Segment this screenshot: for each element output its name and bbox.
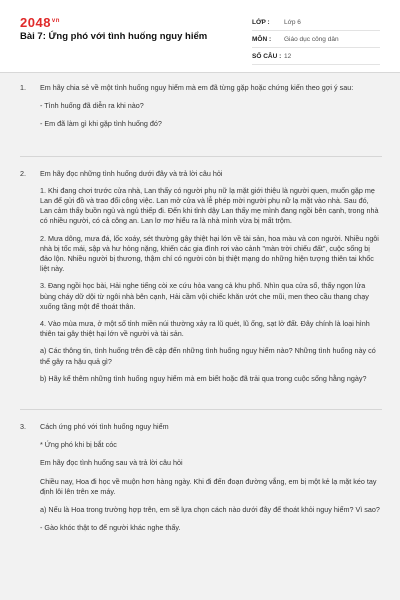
logo-suffix: vn [51, 17, 60, 24]
divider [20, 156, 382, 157]
meta-value: Giáo dục công dân [284, 35, 339, 43]
question-number: 3. [20, 422, 26, 432]
question-prompt: - Tình huống đã diễn ra khi nào? [40, 101, 144, 111]
site-logo[interactable] [20, 15, 60, 30]
page-title: Bài 7: Ứng phó với tình huống nguy hiểm [20, 31, 208, 42]
question-1 [20, 83, 382, 138]
worksheet-header [0, 0, 400, 73]
divider [20, 409, 382, 410]
meta-value: Lớp 6 [284, 18, 301, 26]
meta-label: SỐ CÂU : [252, 52, 282, 60]
sub-question: b) Hãy kể thêm những tình huống nguy hiểm mà em biết hoặc đã trải qua trong cuộc sống hằng ngày? [40, 373, 367, 383]
meta-value: 12 [284, 52, 292, 60]
scenario-paragraph: 1. Khi đang chơi trước cửa nhà, Lan thấy có người phụ nữ lạ mặt giới thiệu là người quen, muốn gặp mẹ Lan để gửi đồ và trao đổi công việc. Lan mở cửa và lễ phép mời người phụ nữ lạ mặt vào nhà. Sau đó, Lan cảm thấy buồn ngủ và ngủ thiếp đi. Đến khi tỉnh dậy Lan thấy mẹ mình đang ngồi bên cạnh, trong nhà có nhiều người, có cả công an. Lan lơ mơ hiểu ra là nhà mình vừa bị mất trộm. [40, 185, 379, 226]
instruction-text: Em hãy đọc tình huống sau và trả lời câu hỏi [40, 458, 183, 468]
question-body [40, 83, 382, 138]
meta-label: MÔN : [252, 35, 272, 43]
question-text: Em hãy chia sẻ về một tình huống nguy hiểm mà em đã từng gặp hoặc chứng kiến theo gợi ý sau: [40, 83, 354, 92]
scenario-paragraph: 4. Vào mùa mưa, ở một số tỉnh miền núi thường xảy ra lũ quét, lũ ống, sạt lở đất. Đây chính là loại hình thiên tai gây thiệt hại lớn về người và tài sản. [40, 319, 370, 339]
answer-option: - Gào khóc thật to để người khác nghe thấy. [40, 523, 181, 533]
meta-row-grade [252, 14, 380, 31]
question-number: 2. [20, 168, 26, 178]
scenario-paragraph: 3. Đang ngồi học bài, Hải nghe tiếng còi xe cứu hỏa vang cả khu phố. Nhìn qua cửa sổ, thấy ngọn lửa bùng cháy dữ dội từ ngôi nhà bên cạnh, Hải cầm vội chiếc khăn ướt che mũi, men theo cầu thang chạy xuống tầng một để thoát thân. [40, 281, 369, 311]
question-text: Em hãy đọc những tình huống dưới đây và trả lời câu hỏi [40, 168, 223, 178]
sub-question: a) Nếu là Hoa trong trường hợp trên, em sẽ lựa chọn cách nào dưới đây để thoát khỏi nguy hiểm? Vì sao? [40, 505, 380, 515]
section-heading: * Ứng phó khi bị bắt cóc [40, 440, 117, 450]
question-prompt: - Em đã làm gì khi gặp tình huống đó? [40, 119, 162, 129]
question-body [40, 422, 382, 541]
scenario-paragraph: 2. Mưa dông, mưa đá, lốc xoáy, sét thường gây thiệt hại lớn về tài sản, hoa màu và con người. Nhiều ngôi nhà bị tốc mái, sập và hư hỏng nặng, khiến các gia đình rơi vào cảnh "màn trời chiếu đất", cuộc sống bị đảo lộn. Nhiều người bị thương, thậm chí có người còn bị thiệt mạng do những hiện tượng thiên tai khốc liệt này. [40, 233, 379, 274]
meta-row-subject [252, 31, 380, 48]
question-body [40, 169, 382, 391]
question-3 [20, 422, 382, 541]
worksheet-content [0, 83, 400, 541]
logo-text: 2048 [20, 15, 51, 30]
question-text: Cách ứng phó với tình huống nguy hiểm [40, 422, 169, 432]
question-2 [20, 169, 382, 391]
scenario-paragraph: Chiều nay, Hoa đi học về muộn hơn hàng ngày. Khi đi đến đoạn đường vắng, em bị một kẻ lạ mặt kéo tay định lôi lên trên xe máy. [40, 476, 377, 496]
sub-question: a) Các thông tin, tình huống trên đề cập đến những tình huống nguy hiểm nào? Những tình huống này có thể gây ra hậu quả gì? [40, 346, 376, 366]
meta-label: LỚP : [252, 18, 270, 26]
meta-table [252, 14, 380, 65]
meta-row-count [252, 48, 380, 65]
question-number: 1. [20, 83, 26, 92]
